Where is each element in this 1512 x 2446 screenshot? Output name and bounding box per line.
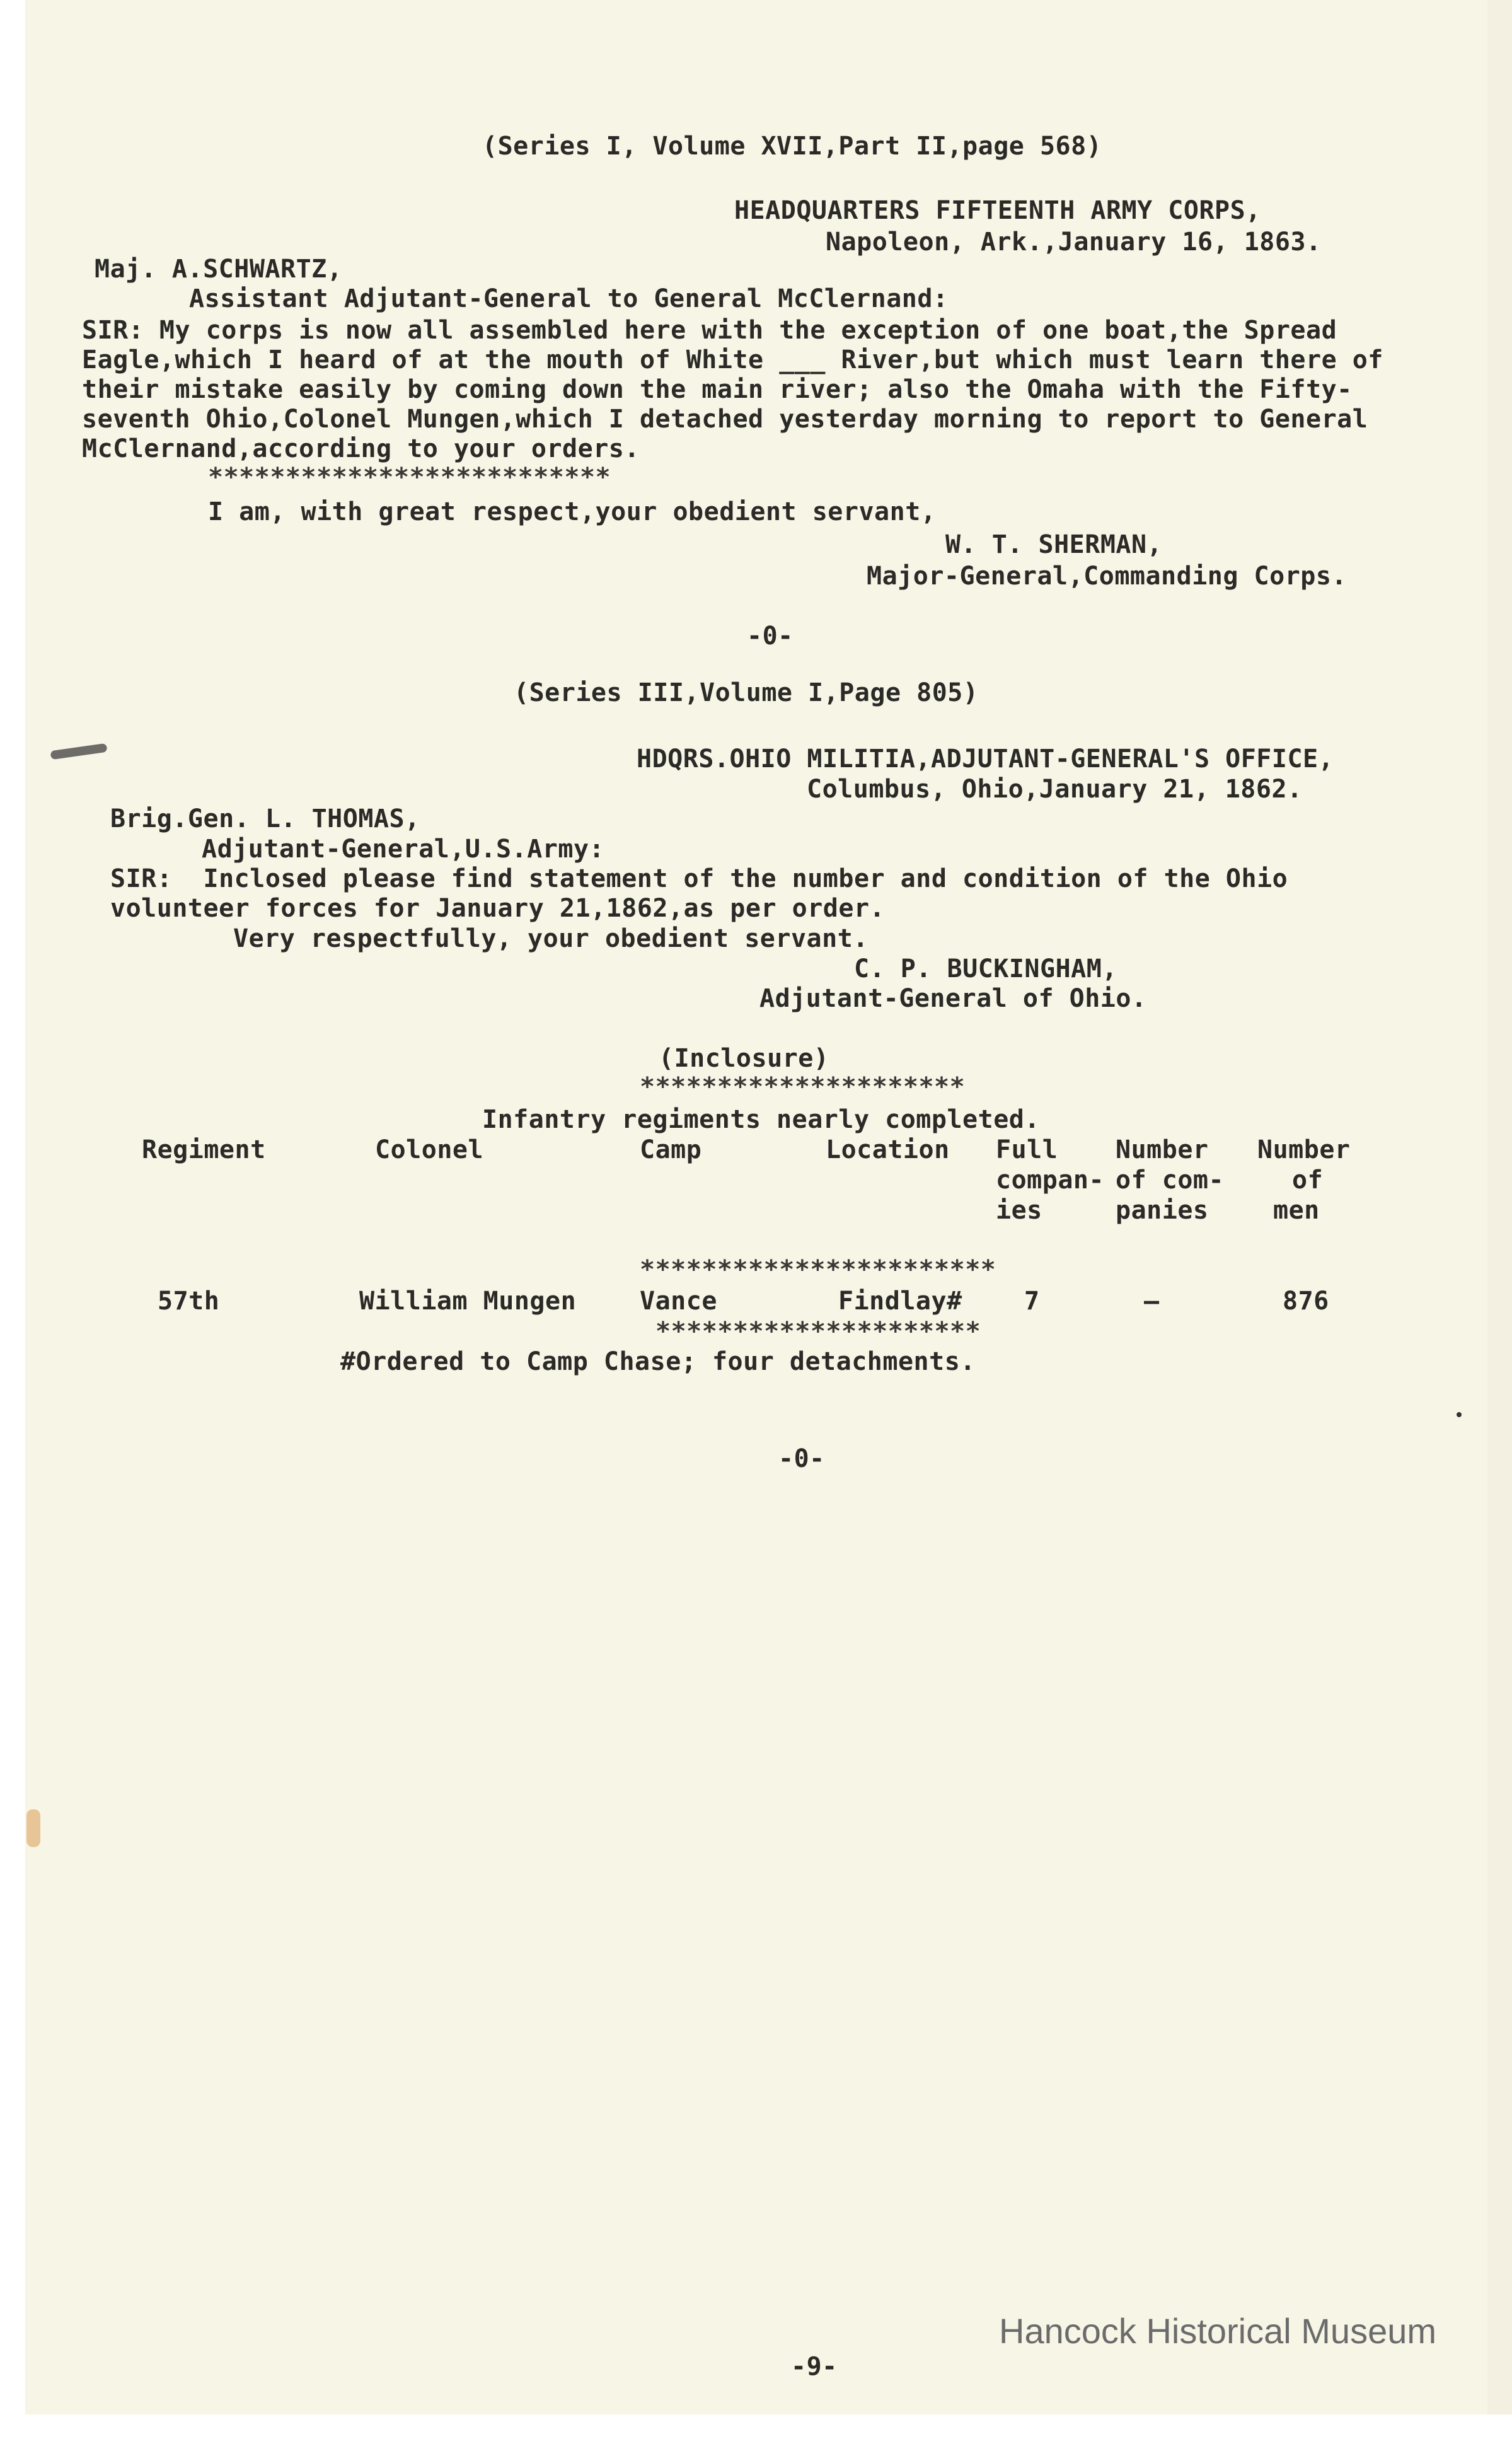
- scan-margin-bottom: [0, 2414, 1512, 2446]
- letter1-signature-title: Major-General,Commanding Corps.: [867, 562, 1348, 591]
- row-colonel: William Mungen: [359, 1287, 577, 1316]
- letter2-body-line: SIR: Inclosed please find statement of the number and condition of the Ohio: [110, 864, 1288, 893]
- header-number-men: of: [1292, 1166, 1324, 1195]
- separator: -0-: [747, 622, 794, 651]
- letter2-signature-title: Adjutant-General of Ohio.: [759, 984, 1147, 1013]
- row-number-men: 876: [1283, 1287, 1329, 1316]
- letter1-source: (Series I, Volume XVII,Part II,page 568): [482, 132, 1102, 161]
- row-number-companies: —: [1144, 1287, 1160, 1316]
- row-regiment: 57th: [158, 1287, 220, 1316]
- letter1-body-line: their mistake easily by coming down the main river; also the Omaha with the Fifty-: [82, 375, 1353, 404]
- letter1-heading-line2: Napoleon, Ark.,January 16, 1863.: [826, 228, 1322, 257]
- inclosure-subtitle: Infantry regiments nearly completed.: [482, 1105, 1040, 1134]
- header-number-companies: of com-: [1116, 1166, 1225, 1195]
- header-full-companies: ies: [996, 1196, 1042, 1225]
- header-full-companies: Full: [996, 1135, 1058, 1164]
- row-full-companies: 7: [1024, 1287, 1040, 1316]
- letter1-heading-line1: HEADQUARTERS FIFTEENTH ARMY CORPS,: [734, 196, 1261, 225]
- header-colonel: Colonel: [375, 1135, 484, 1164]
- inclosure-asterisks-bottom: *********************: [655, 1317, 981, 1346]
- letter2-addressee-title: Adjutant-General,U.S.Army:: [202, 835, 605, 864]
- header-number-companies: panies: [1116, 1196, 1209, 1225]
- letter2-signature-name: C. P. BUCKINGHAM,: [854, 954, 1117, 983]
- inclosure-asterisks-mid: ***********************: [640, 1255, 996, 1284]
- paper-stain: [26, 1809, 40, 1847]
- letter2-body-line: volunteer forces for January 21,1862,as per order.: [110, 894, 886, 923]
- letter1-body-line: SIR: My corps is now all assembled here with the exception of one boat,the Spread: [82, 316, 1337, 345]
- letter1-signature-name: W. T. SHERMAN,: [945, 530, 1163, 559]
- inclosure-asterisks-top: *********************: [640, 1072, 966, 1101]
- page-number: -9-: [791, 2352, 838, 2381]
- letter1-addressee: Maj. A.SCHWARTZ,: [95, 255, 343, 284]
- letter1-asterisks: **************************: [208, 463, 611, 492]
- inclosure-title: (Inclosure): [659, 1044, 829, 1073]
- letter2-heading-line1: HDQRS.OHIO MILITIA,ADJUTANT-GENERAL'S OFFICE,: [637, 745, 1334, 774]
- inclosure-footnote: #Ordered to Camp Chase; four detachments.: [340, 1347, 976, 1376]
- letter2-heading-line2: Columbus, Ohio,January 21, 1862.: [807, 775, 1303, 804]
- row-location: Findlay#: [838, 1287, 962, 1316]
- header-number-companies: Number: [1116, 1135, 1209, 1164]
- letter1-closing: I am, with great respect,your obedient servant,: [208, 497, 937, 526]
- header-full-companies: compan-: [996, 1166, 1105, 1195]
- row-camp: Vance: [640, 1287, 717, 1316]
- header-location: Location: [826, 1135, 950, 1164]
- header-number-men: Number: [1257, 1135, 1351, 1164]
- letter1-body-line: seventh Ohio,Colonel Mungen,which I detached yesterday morning to report to General: [82, 405, 1368, 434]
- letter2-addressee: Brig.Gen. L. THOMAS,: [110, 804, 420, 833]
- letter2-closing: Very respectfully, your obedient servant.: [233, 924, 869, 953]
- letter1-body-line: Eagle,which I heard of at the mouth of White ___ River,but which must learn there of: [82, 345, 1383, 374]
- header-camp: Camp: [640, 1135, 702, 1164]
- header-regiment: Regiment: [142, 1135, 266, 1164]
- ink-dot: [1457, 1412, 1462, 1417]
- letter2-source: (Series III,Volume I,Page 805): [514, 678, 979, 707]
- header-number-men: men: [1273, 1196, 1320, 1225]
- scan-margin-left: [0, 0, 25, 2446]
- letter1-body-line: McClernand,according to your orders.: [82, 434, 640, 463]
- museum-watermark: Hancock Historical Museum: [999, 2311, 1436, 2351]
- separator: -0-: [778, 1444, 825, 1473]
- letter1-addressee-title: Assistant Adjutant-General to General McClernand:: [189, 284, 949, 313]
